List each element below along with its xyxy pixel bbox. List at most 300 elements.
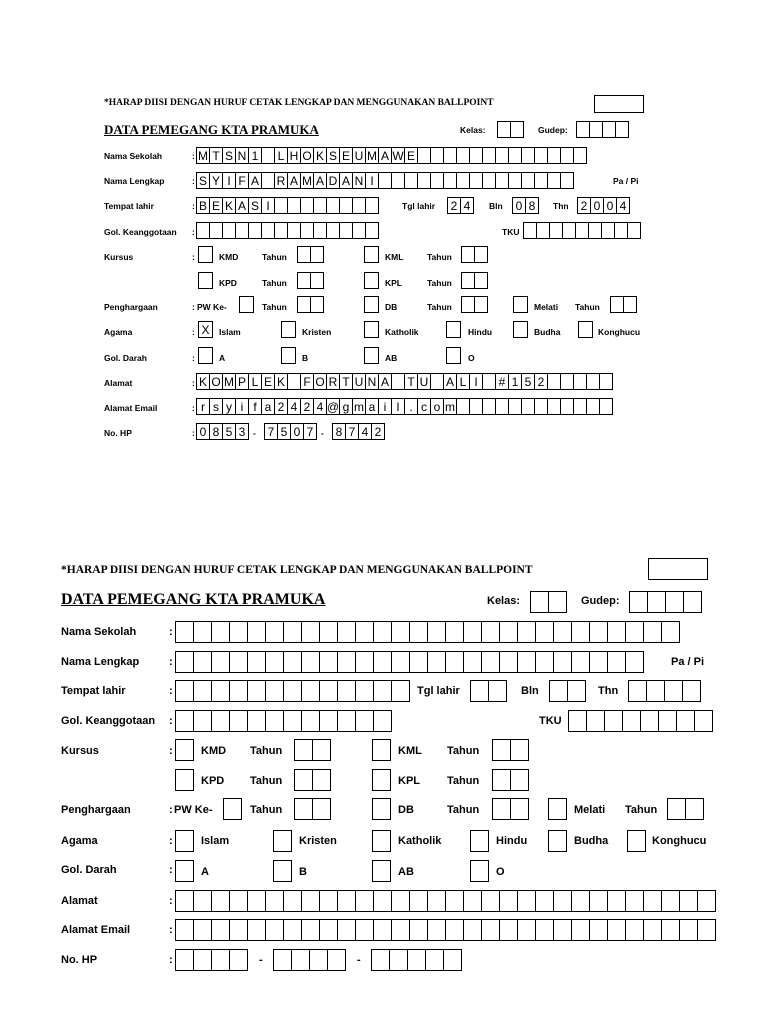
char-box[interactable] — [560, 172, 574, 189]
char-box[interactable] — [247, 680, 266, 702]
kmd-tahun-boxes[interactable] — [297, 246, 323, 263]
char-box[interactable]: A — [248, 172, 262, 189]
char-box[interactable] — [599, 398, 613, 415]
pw-ke-box[interactable] — [223, 798, 242, 820]
char-box[interactable]: 0 — [196, 423, 210, 440]
char-box[interactable] — [508, 398, 522, 415]
char-box[interactable]: F — [235, 172, 249, 189]
char-box[interactable] — [615, 121, 629, 138]
char-box[interactable] — [547, 147, 561, 164]
char-box[interactable]: 2 — [371, 423, 385, 440]
char-box[interactable] — [310, 296, 324, 313]
char-box[interactable]: 5 — [222, 423, 236, 440]
char-box[interactable] — [430, 373, 444, 390]
char-box[interactable] — [602, 121, 616, 138]
char-box[interactable] — [622, 710, 641, 732]
char-box[interactable] — [193, 949, 212, 971]
char-box[interactable]: A — [443, 373, 457, 390]
char-box[interactable] — [553, 651, 572, 673]
char-box[interactable]: 7 — [264, 423, 278, 440]
char-box[interactable] — [573, 398, 587, 415]
char-box[interactable]: I — [365, 172, 379, 189]
char-box[interactable] — [312, 739, 331, 761]
char-box[interactable] — [297, 246, 311, 263]
char-box[interactable]: r — [196, 398, 210, 415]
kristen-checkbox[interactable] — [273, 830, 292, 852]
char-box[interactable] — [300, 222, 314, 239]
char-box[interactable] — [508, 147, 522, 164]
char-box[interactable] — [229, 919, 248, 941]
char-box[interactable] — [443, 147, 457, 164]
char-box[interactable] — [610, 296, 624, 313]
char-box[interactable] — [229, 621, 248, 643]
char-box[interactable]: A — [287, 172, 301, 189]
char-box[interactable] — [297, 272, 311, 289]
char-box[interactable] — [291, 949, 310, 971]
char-box[interactable]: a — [365, 398, 379, 415]
char-box[interactable] — [443, 949, 462, 971]
char-box[interactable] — [589, 621, 608, 643]
char-box[interactable] — [261, 147, 275, 164]
char-box[interactable]: m — [445, 399, 455, 414]
nama-lengkap-boxes[interactable] — [196, 172, 573, 189]
char-box[interactable] — [391, 172, 405, 189]
char-box[interactable] — [175, 890, 194, 912]
char-box[interactable] — [193, 710, 212, 732]
char-box[interactable] — [211, 651, 230, 673]
tku-boxes[interactable] — [523, 222, 640, 239]
char-box[interactable] — [517, 621, 536, 643]
char-box[interactable] — [456, 398, 470, 415]
char-box[interactable] — [175, 621, 194, 643]
char-box[interactable] — [319, 890, 338, 912]
pw-tahun-boxes[interactable] — [294, 798, 330, 820]
char-box[interactable]: . — [404, 398, 418, 415]
char-box[interactable]: S — [196, 172, 210, 189]
char-box[interactable]: L — [274, 147, 288, 164]
char-box[interactable] — [560, 398, 574, 415]
char-box[interactable] — [535, 651, 554, 673]
char-box[interactable] — [492, 739, 511, 761]
char-box[interactable] — [265, 651, 284, 673]
char-box[interactable] — [640, 710, 659, 732]
char-box[interactable] — [371, 949, 390, 971]
char-box[interactable]: T — [404, 373, 418, 390]
tempat-lahir-boxes[interactable] — [196, 197, 378, 214]
char-box[interactable] — [463, 890, 482, 912]
no-hp-boxes-1[interactable] — [175, 949, 247, 971]
char-box[interactable] — [517, 919, 536, 941]
char-box[interactable] — [534, 172, 548, 189]
char-box[interactable] — [326, 197, 340, 214]
char-box[interactable] — [571, 651, 590, 673]
char-box[interactable] — [482, 147, 496, 164]
char-box[interactable]: 8 — [525, 197, 539, 214]
char-box[interactable] — [445, 651, 464, 673]
char-box[interactable] — [571, 621, 590, 643]
char-box[interactable] — [417, 172, 431, 189]
katholik-checkbox[interactable] — [372, 830, 391, 852]
char-box[interactable] — [283, 919, 302, 941]
char-box[interactable] — [430, 172, 444, 189]
char-box[interactable] — [327, 949, 346, 971]
char-box[interactable] — [283, 621, 302, 643]
char-box[interactable] — [391, 919, 410, 941]
thn-boxes[interactable] — [577, 197, 629, 214]
char-box[interactable]: A — [339, 172, 353, 189]
char-box[interactable] — [301, 680, 320, 702]
char-box[interactable] — [548, 591, 567, 613]
char-box[interactable]: 2 — [577, 197, 591, 214]
char-box[interactable]: 5 — [521, 373, 535, 390]
char-box[interactable] — [427, 919, 446, 941]
char-box[interactable] — [265, 680, 284, 702]
tku-boxes[interactable] — [568, 710, 712, 732]
char-box[interactable] — [294, 769, 313, 791]
katholik-checkbox[interactable] — [364, 321, 379, 338]
char-box[interactable] — [625, 651, 644, 673]
char-box[interactable] — [495, 398, 509, 415]
alamat-boxes[interactable] — [175, 890, 715, 912]
char-box[interactable] — [661, 890, 680, 912]
char-box[interactable] — [301, 651, 320, 673]
no-hp-boxes-2[interactable] — [273, 949, 345, 971]
char-box[interactable]: l — [391, 398, 405, 415]
no-hp-boxes-1[interactable] — [196, 423, 248, 440]
kpd-checkbox[interactable] — [198, 272, 213, 289]
char-box[interactable] — [463, 651, 482, 673]
char-box[interactable]: f — [248, 398, 262, 415]
char-box[interactable] — [373, 651, 392, 673]
char-box[interactable] — [312, 769, 331, 791]
char-box[interactable] — [373, 919, 392, 941]
char-box[interactable] — [355, 710, 374, 732]
char-box[interactable] — [326, 222, 340, 239]
islam-checkbox[interactable] — [175, 830, 194, 852]
char-box[interactable] — [535, 890, 554, 912]
char-box[interactable] — [391, 373, 405, 390]
char-box[interactable]: O — [300, 147, 314, 164]
char-box[interactable]: M — [198, 148, 208, 163]
char-box[interactable]: A — [378, 147, 392, 164]
char-box[interactable]: # — [495, 373, 509, 390]
char-box[interactable]: B — [196, 197, 210, 214]
char-box[interactable]: 4 — [313, 398, 327, 415]
char-box[interactable] — [339, 222, 353, 239]
char-box[interactable] — [510, 769, 529, 791]
char-box[interactable] — [625, 621, 644, 643]
gol-keanggotaan-boxes[interactable] — [175, 710, 391, 732]
char-box[interactable] — [193, 680, 212, 702]
char-box[interactable] — [445, 621, 464, 643]
kelas-boxes[interactable] — [530, 591, 566, 613]
hindu-checkbox[interactable] — [446, 321, 461, 338]
char-box[interactable] — [553, 890, 572, 912]
notice-box[interactable] — [594, 95, 644, 113]
char-box[interactable]: Y — [209, 172, 223, 189]
char-box[interactable] — [355, 919, 374, 941]
char-box[interactable] — [607, 890, 626, 912]
char-box[interactable] — [339, 197, 353, 214]
char-box[interactable]: o — [430, 398, 444, 415]
char-box[interactable] — [510, 739, 529, 761]
char-box[interactable] — [601, 222, 615, 239]
char-box[interactable] — [517, 651, 536, 673]
char-box[interactable] — [567, 680, 586, 702]
char-box[interactable] — [589, 121, 603, 138]
char-box[interactable] — [319, 680, 338, 702]
char-box[interactable] — [301, 919, 320, 941]
char-box[interactable] — [175, 949, 194, 971]
bln-boxes[interactable] — [549, 680, 585, 702]
char-box[interactable]: I — [222, 172, 236, 189]
char-box[interactable] — [287, 222, 301, 239]
char-box[interactable] — [508, 172, 522, 189]
darah-a-checkbox[interactable] — [175, 860, 194, 882]
kmd-tahun-boxes[interactable] — [294, 739, 330, 761]
char-box[interactable] — [628, 680, 647, 702]
char-box[interactable] — [337, 919, 356, 941]
char-box[interactable] — [313, 222, 327, 239]
char-box[interactable] — [523, 222, 537, 239]
char-box[interactable] — [646, 680, 665, 702]
char-box[interactable] — [365, 197, 379, 214]
char-box[interactable]: 0 — [290, 423, 304, 440]
char-box[interactable] — [604, 710, 623, 732]
char-box[interactable] — [643, 621, 662, 643]
char-box[interactable]: K — [274, 373, 288, 390]
char-box[interactable] — [247, 621, 266, 643]
kpl-checkbox[interactable] — [372, 769, 391, 791]
char-box[interactable]: 2 — [300, 398, 314, 415]
char-box[interactable]: U — [352, 147, 366, 164]
char-box[interactable] — [229, 651, 248, 673]
char-box[interactable] — [229, 710, 248, 732]
alamat-boxes[interactable] — [196, 373, 612, 390]
char-box[interactable] — [211, 710, 230, 732]
char-box[interactable] — [301, 621, 320, 643]
char-box[interactable] — [209, 222, 223, 239]
char-box[interactable] — [469, 172, 483, 189]
char-box[interactable] — [409, 651, 428, 673]
char-box[interactable] — [319, 710, 338, 732]
char-box[interactable]: i — [378, 398, 392, 415]
char-box[interactable]: A — [235, 197, 249, 214]
char-box[interactable] — [427, 621, 446, 643]
char-box[interactable]: F — [300, 373, 314, 390]
char-box[interactable]: E — [261, 373, 275, 390]
char-box[interactable] — [625, 919, 644, 941]
char-box[interactable] — [196, 222, 210, 239]
melati-tahun-boxes[interactable] — [667, 798, 703, 820]
char-box[interactable] — [482, 373, 496, 390]
char-box[interactable]: N — [365, 373, 379, 390]
char-box[interactable] — [521, 398, 535, 415]
char-box[interactable] — [283, 890, 302, 912]
darah-b-checkbox[interactable] — [281, 347, 296, 364]
char-box[interactable]: s — [209, 398, 223, 415]
char-box[interactable] — [355, 680, 374, 702]
char-box[interactable] — [445, 890, 464, 912]
char-box[interactable] — [683, 591, 702, 613]
char-box[interactable]: I — [261, 197, 275, 214]
darah-ab-checkbox[interactable] — [364, 347, 379, 364]
kml-checkbox[interactable] — [372, 739, 391, 761]
kml-checkbox[interactable] — [364, 246, 379, 263]
char-box[interactable] — [445, 919, 464, 941]
char-box[interactable] — [481, 890, 500, 912]
char-box[interactable] — [319, 651, 338, 673]
char-box[interactable] — [553, 621, 572, 643]
alamat-email-boxes[interactable] — [175, 919, 715, 941]
bln-boxes[interactable] — [512, 197, 538, 214]
char-box[interactable] — [623, 296, 637, 313]
char-box[interactable] — [571, 919, 590, 941]
char-box[interactable] — [355, 621, 374, 643]
char-box[interactable]: @ — [326, 399, 340, 414]
char-box[interactable] — [247, 890, 266, 912]
char-box[interactable] — [495, 147, 509, 164]
char-box[interactable] — [352, 222, 366, 239]
char-box[interactable] — [586, 398, 600, 415]
char-box[interactable] — [287, 197, 301, 214]
char-box[interactable] — [694, 710, 713, 732]
char-box[interactable] — [521, 147, 535, 164]
char-box[interactable] — [664, 680, 683, 702]
char-box[interactable] — [313, 197, 327, 214]
char-box[interactable] — [229, 680, 248, 702]
char-box[interactable]: S — [222, 147, 236, 164]
char-box[interactable] — [560, 373, 574, 390]
char-box[interactable] — [530, 591, 549, 613]
kml-tahun-boxes[interactable] — [492, 739, 528, 761]
thn-boxes[interactable] — [628, 680, 700, 702]
char-box[interactable]: K — [313, 147, 327, 164]
alamat-email-boxes[interactable] — [196, 398, 612, 415]
pw-ke-box[interactable] — [239, 296, 254, 313]
hindu-checkbox[interactable] — [470, 830, 489, 852]
tgl-lahir-boxes[interactable] — [470, 680, 506, 702]
char-box[interactable] — [599, 373, 613, 390]
char-box[interactable] — [547, 172, 561, 189]
char-box[interactable] — [589, 919, 608, 941]
char-box[interactable] — [337, 680, 356, 702]
char-box[interactable]: E — [404, 147, 418, 164]
darah-o-checkbox[interactable] — [446, 347, 461, 364]
char-box[interactable]: T — [339, 373, 353, 390]
db-checkbox[interactable] — [364, 296, 379, 313]
char-box[interactable]: 0 — [590, 197, 604, 214]
char-box[interactable] — [337, 621, 356, 643]
gudep-boxes[interactable] — [576, 121, 628, 138]
char-box[interactable] — [274, 222, 288, 239]
budha-checkbox[interactable] — [548, 830, 567, 852]
gol-keanggotaan-boxes[interactable] — [196, 222, 378, 239]
kmd-checkbox[interactable] — [175, 739, 194, 761]
char-box[interactable] — [495, 172, 509, 189]
char-box[interactable] — [536, 222, 550, 239]
char-box[interactable] — [430, 147, 444, 164]
char-box[interactable]: P — [235, 373, 249, 390]
char-box[interactable] — [535, 621, 554, 643]
char-box[interactable] — [586, 710, 605, 732]
char-box[interactable] — [265, 919, 284, 941]
char-box[interactable] — [373, 710, 392, 732]
darah-b-checkbox[interactable] — [273, 860, 292, 882]
char-box[interactable] — [658, 710, 677, 732]
char-box[interactable]: W — [392, 148, 404, 163]
char-box[interactable] — [481, 651, 500, 673]
char-box[interactable] — [474, 272, 488, 289]
no-hp-boxes-3[interactable] — [332, 423, 384, 440]
char-box[interactable] — [607, 621, 626, 643]
char-box[interactable]: A — [378, 373, 392, 390]
char-box[interactable] — [589, 890, 608, 912]
char-box[interactable] — [310, 246, 324, 263]
char-box[interactable] — [287, 373, 301, 390]
char-box[interactable] — [355, 651, 374, 673]
char-box[interactable] — [470, 680, 489, 702]
char-box[interactable] — [463, 919, 482, 941]
kpl-tahun-boxes[interactable] — [492, 769, 528, 791]
char-box[interactable]: 0 — [512, 197, 526, 214]
char-box[interactable] — [667, 798, 686, 820]
char-box[interactable] — [417, 147, 431, 164]
char-box[interactable] — [355, 890, 374, 912]
char-box[interactable] — [373, 621, 392, 643]
no-hp-boxes-3[interactable] — [371, 949, 461, 971]
char-box[interactable] — [427, 651, 446, 673]
char-box[interactable] — [443, 172, 457, 189]
char-box[interactable]: L — [456, 373, 470, 390]
char-box[interactable] — [499, 651, 518, 673]
char-box[interactable] — [549, 680, 568, 702]
char-box[interactable] — [497, 121, 511, 138]
char-box[interactable]: c — [417, 398, 431, 415]
char-box[interactable] — [247, 651, 266, 673]
char-box[interactable] — [499, 890, 518, 912]
char-box[interactable] — [175, 680, 194, 702]
char-box[interactable] — [373, 890, 392, 912]
char-box[interactable] — [643, 890, 662, 912]
char-box[interactable] — [274, 197, 288, 214]
char-box[interactable]: M — [224, 374, 234, 389]
char-box[interactable] — [549, 222, 563, 239]
char-box[interactable] — [365, 222, 379, 239]
char-box[interactable] — [573, 373, 587, 390]
char-box[interactable]: R — [326, 373, 340, 390]
char-box[interactable] — [337, 651, 356, 673]
char-box[interactable] — [265, 890, 284, 912]
char-box[interactable] — [427, 890, 446, 912]
char-box[interactable]: S — [326, 147, 340, 164]
kpd-tahun-boxes[interactable] — [297, 272, 323, 289]
char-box[interactable] — [499, 621, 518, 643]
db-checkbox[interactable] — [372, 798, 391, 820]
char-box[interactable] — [283, 651, 302, 673]
char-box[interactable] — [534, 147, 548, 164]
char-box[interactable] — [337, 890, 356, 912]
char-box[interactable] — [629, 591, 648, 613]
char-box[interactable]: A — [313, 172, 327, 189]
char-box[interactable] — [273, 949, 292, 971]
char-box[interactable]: 4 — [287, 398, 301, 415]
char-box[interactable] — [510, 121, 524, 138]
char-box[interactable]: 7 — [303, 423, 317, 440]
kmd-checkbox[interactable] — [198, 246, 213, 263]
char-box[interactable] — [247, 919, 266, 941]
pw-tahun-boxes[interactable] — [297, 296, 323, 313]
